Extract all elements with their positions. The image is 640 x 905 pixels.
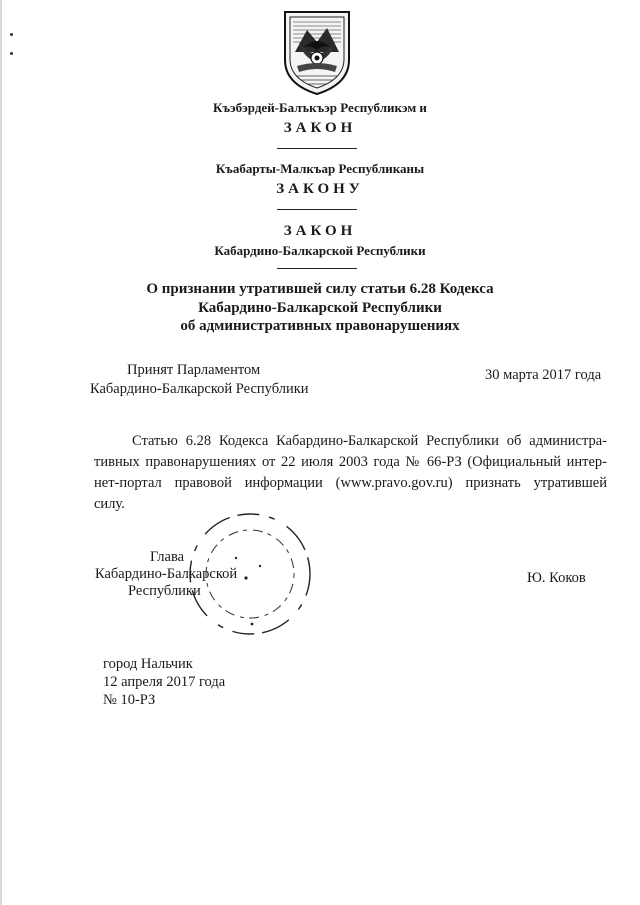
scan-speck xyxy=(10,52,13,55)
body-line: тивных правонарушениях от 22 июля 2003 года № 66-РЗ (Официальный интер- xyxy=(94,454,607,470)
signing-date: 12 апреля 2017 года xyxy=(103,674,226,690)
adoption-date: 30 марта 2017 года xyxy=(485,367,602,383)
place-of-signing: город Нальчик xyxy=(103,656,193,672)
heading-zakon-kabardian: ЗАКОН xyxy=(283,120,357,136)
divider xyxy=(277,268,357,269)
republic-name-balkar: Къабарты-Малкъар Республиканы xyxy=(215,161,425,176)
adopted-by-label: Принят Парламентом xyxy=(127,362,261,378)
law-title-line3: об административных правонарушениях xyxy=(180,318,460,334)
coat-of-arms-emblem xyxy=(281,8,353,96)
signatory-name: Ю. Коков xyxy=(527,570,586,586)
scan-speck xyxy=(10,33,13,36)
divider xyxy=(277,209,357,210)
heading-zakon-russian: ЗАКОН xyxy=(283,223,357,239)
heading-zakonu-balkar: ЗАКОНУ xyxy=(276,181,364,197)
body-line: силу. xyxy=(94,496,125,512)
signatory-title-line2: Кабардино-Балкарской xyxy=(95,566,238,582)
signatory-title-line3: Республики xyxy=(128,583,201,599)
body-line: нет-портал правовой информации (www.pravo.gov.ru) признать утратившей xyxy=(94,475,607,491)
law-title-line2: Кабардино-Балкарской Республики xyxy=(198,300,442,316)
republic-name-russian: Кабардино-Балкарской Республики xyxy=(214,243,426,258)
divider xyxy=(277,148,357,149)
republic-name-kabardian: Къэбэрдей-Балъкъэр Республикэм и xyxy=(213,100,427,115)
law-body-paragraph xyxy=(94,431,607,515)
body-line: Статью 6.28 Кодекса Кабардино-Балкарской Республики об администра- xyxy=(132,433,607,449)
signatory-title-line1: Глава xyxy=(150,549,185,565)
law-title-line1: О признании утратившей силу статьи 6.28 Кодекса xyxy=(146,281,494,297)
adopted-by-parliament: Кабардино-Балкарской Республики xyxy=(90,381,309,397)
law-number: № 10-РЗ xyxy=(103,692,156,708)
